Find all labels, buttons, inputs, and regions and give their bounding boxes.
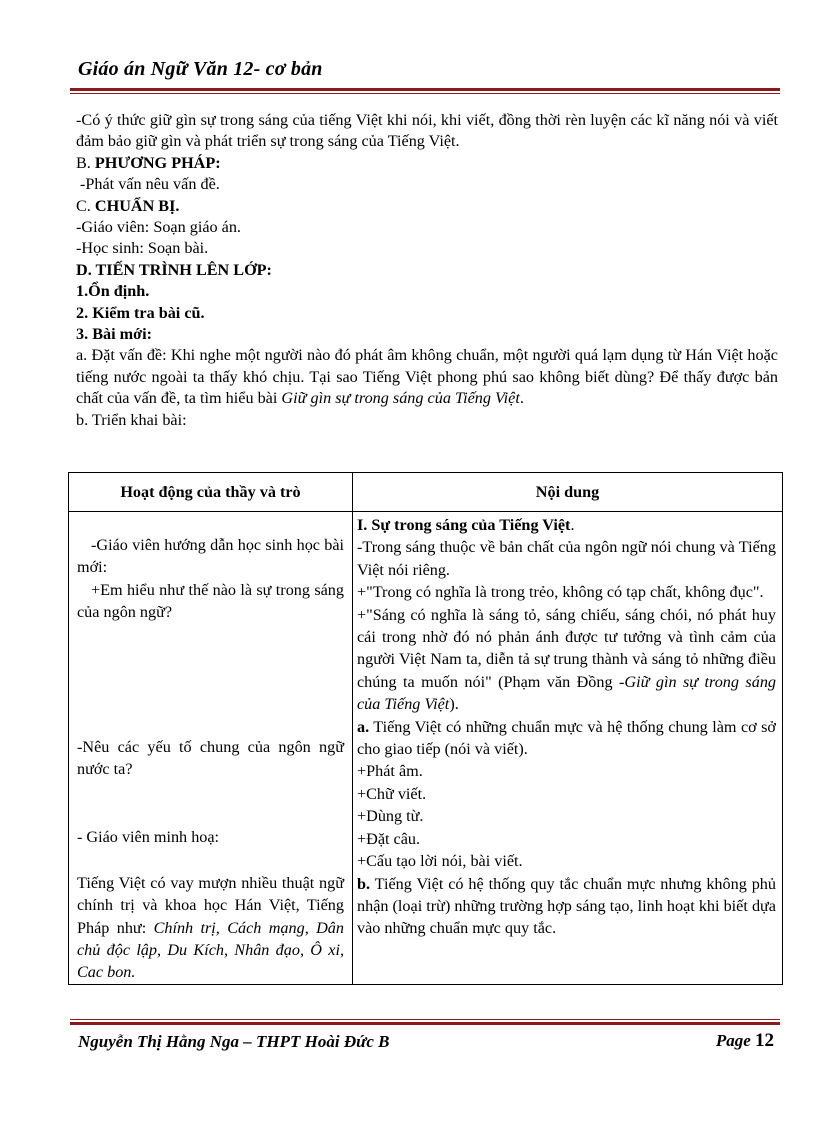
content-item-3: +Dùng từ. bbox=[357, 807, 424, 826]
content-p3: +"Sáng có nghĩa là sáng tỏ, sáng chiếu, sáng chói, nó phát huy cái trong nhờ đó nó phản ánh được tư tưởng và tình cảm của người Việt Nam ta, diễn tả sự trung thành và sáng tỏ những điều chúng ta muốn nói" (Phạm văn Đồng -Giữ gìn sự trong sáng của Tiếng Việt). bbox=[357, 605, 777, 714]
page-number: 12 bbox=[755, 1030, 774, 1051]
left-p5: Tiếng Việt có vay mượn nhiều thuật ngữ chính trị và khoa học Hán Việt, Tiếng Pháp như: Chính trị, Cách mạng, Dân chủ độc lập, Du Kích, Nhân đạo, Ô xi, Cac bon. bbox=[77, 873, 344, 982]
section-c-item-student: -Học sinh: Soạn bài. bbox=[76, 239, 209, 258]
content-heading: I. Sự trong sáng của Tiếng Việt. bbox=[357, 516, 575, 534]
footer-page: Page 12 bbox=[715, 1030, 774, 1051]
section-d-heading: D. TIẾN TRÌNH LÊN LỚP: bbox=[76, 260, 272, 279]
content-item-4: +Đặt câu. bbox=[357, 829, 421, 848]
step-a-paragraph: a. Đặt vấn đề: Khi nghe một người nào đó phát âm không chuẩn, một người quá lạm dụng từ Hán Việt hoặc tiếng nước ngoài ta thấy khó chịu. Tại sao Tiếng Việt phong phú sao không biết dùng? Để thấy được bản chất của vấn đề, ta tìm hiểu bài Giữ gìn sự trong sáng của Tiếng Việt. bbox=[76, 346, 778, 408]
left-p3: -Nêu các yếu tố chung của ngôn ngữ nước ta? bbox=[77, 737, 344, 779]
left-p4: - Giáo viên minh hoạ: bbox=[77, 828, 220, 847]
footer-rule-thin bbox=[70, 1019, 780, 1020]
content-item-1: +Phát âm. bbox=[357, 762, 423, 781]
content-a: a. Tiếng Việt có những chuẩn mực và hệ thống chung làm cơ sở cho giao tiếp (nói và viết). bbox=[357, 717, 776, 759]
step-1: 1.Ổn định. bbox=[76, 282, 150, 301]
content-item-2: +Chữ viết. bbox=[357, 784, 427, 803]
section-b-heading: B. PHƯƠNG PHÁP: bbox=[76, 153, 221, 172]
lesson-table bbox=[68, 472, 783, 985]
intro-paragraph: -Có ý thức giữ gìn sự trong sáng của tiếng Việt khi nói, khi viết, đồng thời rèn luyện các kĩ năng nói và viết đảm bảo giữ gìn và phát triển sự trong sáng của Tiếng Việt. bbox=[76, 111, 778, 151]
header-rule bbox=[70, 88, 780, 91]
column-header-content: Nội dung bbox=[353, 473, 783, 512]
section-c-heading: C. CHUẨN BỊ. bbox=[76, 196, 180, 215]
left-p2: +Em hiểu như thế nào là sự trong sáng của ngôn ngữ? bbox=[77, 580, 344, 622]
left-p1: -Giáo viên hướng dẫn học sinh học bài mới: bbox=[77, 536, 344, 577]
header-title: Giáo án Ngữ Văn 12- cơ bản bbox=[78, 58, 323, 80]
content-cell bbox=[353, 512, 783, 985]
activities-cell bbox=[69, 512, 353, 985]
header-rule-thin bbox=[70, 93, 780, 94]
section-c-item-teacher: -Giáo viên: Soạn giáo án. bbox=[76, 218, 241, 237]
content-p2: +"Trong có nghĩa là trong trẻo, không có tạp chất, không đục". bbox=[357, 583, 764, 602]
content-item-5: +Cấu tạo lời nói, bài viết. bbox=[357, 852, 523, 871]
step-b: b. Triển khai bài: bbox=[76, 410, 187, 429]
table-header-row bbox=[69, 473, 783, 512]
column-header-activities: Hoạt động của thầy và trò bbox=[69, 473, 353, 512]
section-b-item: -Phát vấn nêu vấn đề. bbox=[80, 175, 220, 194]
document-body bbox=[76, 110, 778, 431]
content-p1: -Trong sáng thuộc về bản chất của ngôn ngữ nói chung và Tiếng Việt nói riêng. bbox=[357, 538, 776, 579]
footer-author: Nguyễn Thị Hằng Nga – THPT Hoài Đức B bbox=[78, 1032, 390, 1051]
table-row bbox=[69, 512, 783, 985]
step-2: 2. Kiểm tra bài cũ. bbox=[76, 303, 205, 322]
step-3: 3. Bài mới: bbox=[76, 325, 152, 344]
content-b: b. Tiếng Việt có hệ thống quy tắc chuẩn mực nhưng không phủ nhận (loại trừ) những trường hợp sáng tạo, linh hoạt khi biết dựa vào những chuẩn mực quy tắc. bbox=[357, 874, 776, 938]
footer-rule bbox=[70, 1022, 780, 1025]
